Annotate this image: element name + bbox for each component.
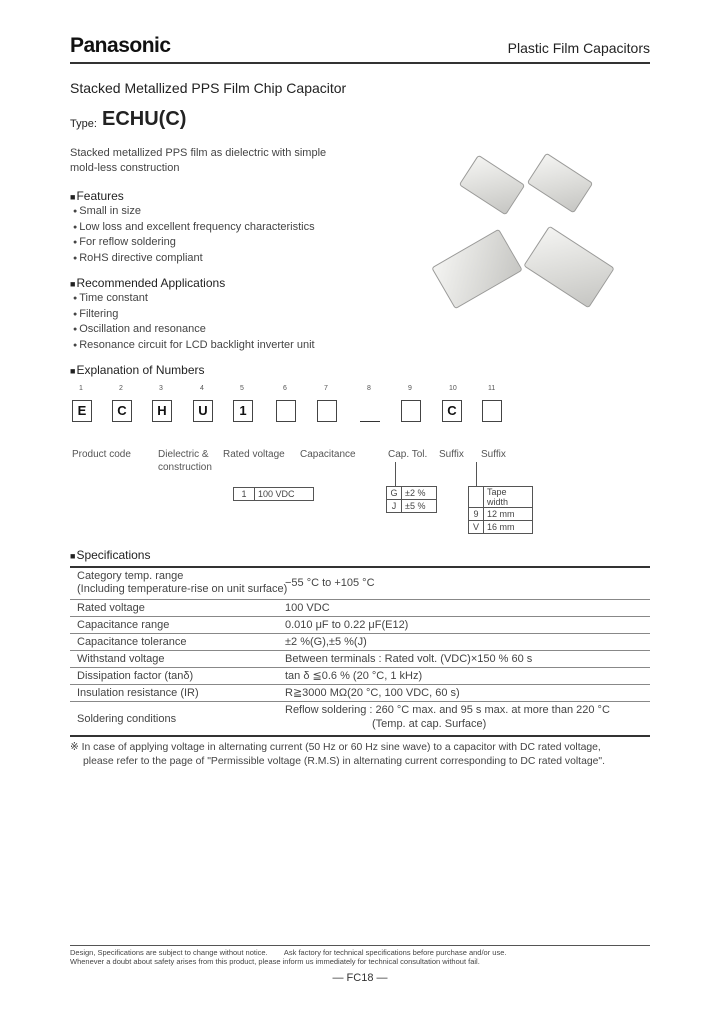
table-cell: ±5 % xyxy=(402,500,437,513)
table-cell: ±2 % xyxy=(402,487,437,500)
position-number: 4 xyxy=(200,385,204,392)
position-number: 3 xyxy=(159,385,163,392)
code-box: H xyxy=(152,400,172,422)
position-number: 7 xyxy=(324,385,328,392)
table-header: Tape width xyxy=(484,487,533,508)
table-cell xyxy=(469,487,484,508)
position-number: 1 xyxy=(79,385,83,392)
spec-label: Rated voltage xyxy=(77,602,145,614)
code-box: 1 xyxy=(233,400,253,422)
spec-divider xyxy=(70,566,650,568)
spec-divider xyxy=(70,701,650,702)
position-number: 2 xyxy=(119,385,123,392)
table-cell: 16 mm xyxy=(484,521,533,534)
type-label: Type: xyxy=(70,118,97,130)
position-number: 8 xyxy=(367,385,371,392)
code-box: C xyxy=(112,400,132,422)
label-dielectric-line1: Dielectric & xyxy=(158,449,209,460)
table-row xyxy=(469,521,533,534)
description-line: Stacked metallized PPS film as dielectric with simple xyxy=(70,147,327,159)
spec-label-sub: (Including temperature-rise on unit surface) xyxy=(77,583,288,595)
label-rated-voltage: Rated voltage xyxy=(223,449,285,460)
table-row xyxy=(234,488,314,501)
table-cell: 1 xyxy=(234,488,255,501)
spec-label: Capacitance range xyxy=(77,619,170,631)
position-number: 9 xyxy=(408,385,412,392)
spec-divider xyxy=(70,616,650,617)
spec-divider xyxy=(70,633,650,634)
spec-value-sub: (Temp. at cap. Surface) xyxy=(372,718,487,730)
table-cell: 100 VDC xyxy=(255,488,314,501)
table-cell: V xyxy=(469,521,484,534)
tape-width-table xyxy=(468,486,533,534)
spec-divider xyxy=(70,735,650,737)
footer-divider xyxy=(70,945,650,946)
list-item: ● Low loss and excellent frequency characteristics xyxy=(73,220,315,236)
code-box xyxy=(482,400,502,422)
list-item: ● RoHS directive compliant xyxy=(73,251,315,267)
spec-value: −55 °C to +105 °C xyxy=(285,577,375,589)
position-number: 6 xyxy=(283,385,287,392)
spec-label: Dissipation factor (tanδ) xyxy=(77,670,194,682)
code-box: E xyxy=(72,400,92,422)
table-row xyxy=(387,487,437,500)
explanation-heading: ■ Explanation of Numbers xyxy=(70,363,205,377)
table-row xyxy=(387,500,437,513)
category-title: Plastic Film Capacitors xyxy=(507,40,650,56)
code-box: U xyxy=(193,400,213,422)
label-suffix: Suffix xyxy=(481,449,506,460)
type-value: ECHU(C) xyxy=(102,108,187,130)
spec-divider xyxy=(70,684,650,685)
spec-value: 100 VDC xyxy=(285,602,330,614)
footer-line: Design, Specifications are subject to change without notice. Ask factory for technical specifications before purchase and/or use. xyxy=(70,948,507,957)
table-cell: 9 xyxy=(469,508,484,521)
spec-label: Insulation resistance (IR) xyxy=(77,687,199,699)
spec-label: Category temp. range xyxy=(77,570,184,582)
description-line: mold-less construction xyxy=(70,162,180,174)
code-box xyxy=(401,400,421,422)
table-cell: G xyxy=(387,487,402,500)
code-box xyxy=(317,400,337,422)
tolerance-code-table xyxy=(386,486,437,513)
spec-value: tan δ ≦0.6 % (20 °C, 1 kHz) xyxy=(285,670,423,682)
brand-logo: Panasonic xyxy=(70,34,171,57)
label-capacitance: Capacitance xyxy=(300,449,356,460)
spec-label: Withstand voltage xyxy=(77,653,165,665)
position-number: 10 xyxy=(449,385,457,392)
table-row xyxy=(469,508,533,521)
label-dielectric xyxy=(158,448,212,474)
spec-value: R≧3000 MΩ(20 °C, 100 VDC, 60 s) xyxy=(285,687,460,699)
page-title: Stacked Metallized PPS Film Chip Capacitor xyxy=(70,80,347,96)
list-item: ● Resonance circuit for LCD backlight inverter unit xyxy=(73,338,315,354)
spec-divider xyxy=(70,650,650,651)
label-cap-tol: Cap. Tol. xyxy=(388,449,428,460)
page-number: — FC18 — xyxy=(332,972,388,984)
list-item: ● Filtering xyxy=(73,307,315,323)
list-item: ● For reflow soldering xyxy=(73,235,315,251)
spec-value: Between terminals : Rated volt. (VDC)×150 % 60 s xyxy=(285,653,533,665)
spec-divider xyxy=(70,599,650,600)
table-row xyxy=(469,487,533,508)
spec-value: Reflow soldering : 260 °C max. and 95 s max. at more than 220 °C xyxy=(285,704,610,716)
leader-line xyxy=(395,462,396,486)
note-line: ※ In case of applying voltage in alternating current (50 Hz or 60 Hz sine wave) to a capacitor with DC rated voltage, xyxy=(70,742,601,753)
position-number: 11 xyxy=(488,385,496,392)
label-suffix: Suffix xyxy=(439,449,464,460)
note xyxy=(70,741,660,769)
list-item: ● Time constant xyxy=(73,291,315,307)
label-dielectric-line2: construction xyxy=(158,462,212,473)
list-item: ● Oscillation and resonance xyxy=(73,322,315,338)
spec-label: Capacitance tolerance xyxy=(77,636,187,648)
leader-line xyxy=(476,462,477,486)
spec-label: Soldering conditions xyxy=(77,713,177,725)
applications-heading: ■ Recommended Applications xyxy=(70,276,225,290)
features-heading: ■ Features xyxy=(70,189,124,203)
code-box xyxy=(276,400,296,422)
footer-line: Whenever a doubt about safety arises from this product, please inform us immediately for technical consultation without fail. xyxy=(70,957,480,966)
list-item: ● Small in size xyxy=(73,204,315,220)
label-product-code: Product code xyxy=(72,449,131,460)
table-cell: J xyxy=(387,500,402,513)
position-number: 5 xyxy=(240,385,244,392)
footer-disclaimer xyxy=(70,948,507,966)
code-dash xyxy=(360,421,380,422)
code-box: C xyxy=(442,400,462,422)
specifications-heading: ■ Specifications xyxy=(70,548,150,562)
spec-value: 0.010 μF to 0.22 μF(E12) xyxy=(285,619,409,631)
table-cell: 12 mm xyxy=(484,508,533,521)
spec-value: ±2 %(G),±5 %(J) xyxy=(285,636,367,648)
spec-divider xyxy=(70,667,650,668)
voltage-code-table xyxy=(233,487,314,501)
note-line: please refer to the page of "Permissible voltage (R.M.S) in alternating current corresponding to DC rated voltage". xyxy=(83,756,605,767)
